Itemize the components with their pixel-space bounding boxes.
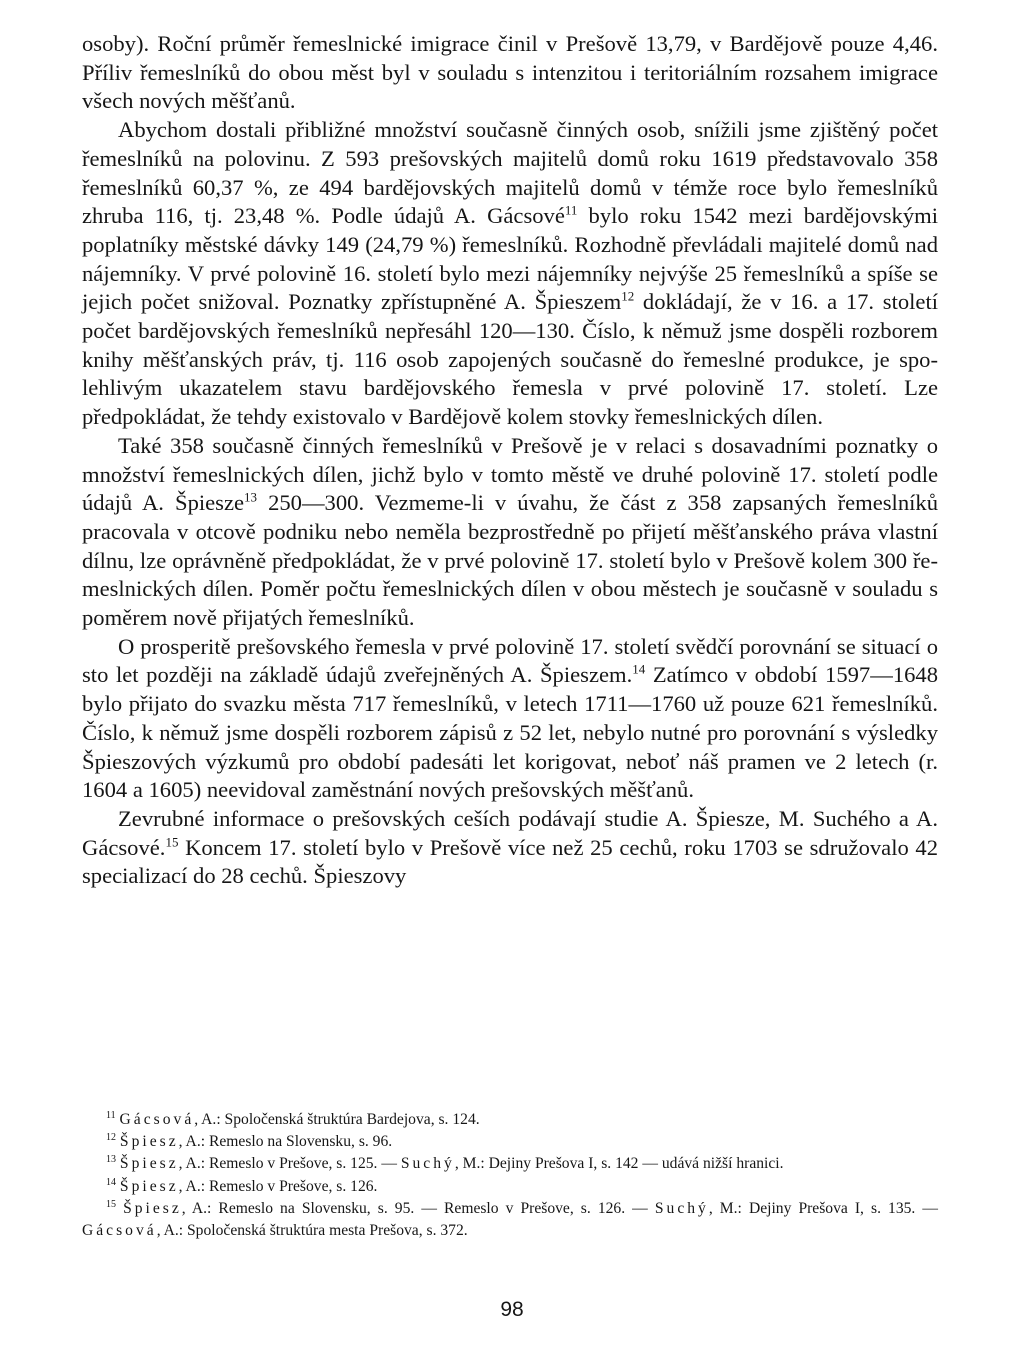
paragraph <box>82 30 938 116</box>
text-run: , A.: Remeslo na Slovensku, s. 96. <box>178 1133 393 1151</box>
footnote <box>82 1109 938 1131</box>
text-run: , A.: Remeslo v Prešove, s. 125. — <box>178 1155 401 1173</box>
footnote <box>82 1198 938 1242</box>
text-run: , M.: Dejiny Prešova I, s. 142 — udává nižší hranici. <box>454 1155 784 1173</box>
footnote-reference: 14 <box>632 661 646 677</box>
paragraph <box>82 432 938 633</box>
text-run: dokládají, že v 16. a 17. století počet bardějovských řemeslníků nepřesáhl 120—130. Číslo, k němuž jsme dospěli rozborem knihy měšťanských práv, tj. 116 osob zapojených současně do řemeslné produkce, je spolehlivým ukazatelem stavu bardějovského řemesla v prvé polovině 17. století. Lze předpokládat, že tehdy existovalo v Bardějově kolem stovky řemeslnických dílen. <box>82 289 939 430</box>
text-run: Abychom dostali přibližné množství současně činných osob, snížili jsme zjištěný počet řemeslníků na polovinu. Z 593 prešovských majitelů domů roku 1619 představovalo 358 řemeslníků 60,37 %, ze 494 bardějovských majitelů domů v témže roce bylo řemeslníků zhruba 116, tj. 23,48 %. Podle údajů A. Gácsové <box>82 117 938 229</box>
author-name: Špiesz <box>119 1133 179 1151</box>
text-run: Zevrubné informace o prešovských ceších podávají studie A. Špiesze, M. Suchého a A. Gácsové. <box>82 805 938 860</box>
author-name: Suchý <box>400 1155 455 1173</box>
footnote-number: 15 <box>106 1198 116 1210</box>
footnote-number: 11 <box>106 1109 116 1121</box>
paragraph <box>82 633 938 805</box>
footnote-number: 14 <box>106 1176 116 1188</box>
footnote <box>82 1176 938 1198</box>
footnotes <box>82 1109 938 1242</box>
author-name: Špiesz <box>119 1155 179 1173</box>
author-name: Suchý <box>654 1199 709 1217</box>
text-run: 250—300. Vezmeme-li v úvahu, že část z 358 zapsaných řemeslníků pracovala v otcově podniku nebo neměla bezprostředně po přijetí měšťanského práva vlastní dílnu, lze oprávněně předpokládat, že v prvé polovině 17. století bylo v Prešově kolem 300 řemeslnických dílen. Poměr počtu řemeslnických dílen v obou městech je současně v souladu s poměrem nově přijatých řemeslníků. <box>82 490 939 631</box>
footnote-number: 12 <box>106 1132 116 1144</box>
author-name: Špiesz <box>123 1199 182 1217</box>
author-name: Špiesz <box>119 1177 179 1195</box>
text-run: , A.: Spoločenská štruktúra Bardejova, s. 124. <box>194 1111 480 1128</box>
footnote-reference: 12 <box>621 288 635 304</box>
text-run: osoby). Roční průměr řemeslnické imigrace činil v Prešově 13,79, v Bardějově pouze 4,46. Příliv řemeslníků do obou měst byl v souladu s intenzitou i teritoriálním rozsahem imigrace všech nových měšťanů. <box>82 31 938 114</box>
author-name: Gácsová <box>82 1222 157 1240</box>
main-text <box>82 30 938 891</box>
text-run: , M.: Dejiny Prešova I, s. 135. — <box>708 1199 938 1217</box>
author-name: Gácsová <box>119 1111 195 1128</box>
paragraph <box>82 116 938 432</box>
footnote <box>82 1153 938 1175</box>
text-run: Koncem 17. století bylo v Prešově více než 25 cechů, roku 1703 se sdružovalo 42 specializací do 28 cechů. Špieszovy <box>82 834 938 889</box>
text-run: bylo roku 1542 mezi bardějovskými poplatníky městské dávky 149 (24,79 %) řemeslníků. Rozhodně převládali majitelé domů nad nájemníky. V prvé polovině 16. století bylo mezi nájemníky nejvýše 25 řemeslníků a spíše se jejich počet snižoval. Poznatky zpřístupněné A. Špieszem <box>82 203 939 315</box>
footnote-reference: 11 <box>564 202 578 218</box>
page-number: 98 <box>500 1298 524 1321</box>
footnote-reference: 15 <box>165 834 179 850</box>
text-run: Zatímco v období 1597—1648 bylo přijato do svazku města 717 řemeslníků, v letech 1711—1760 už pouze 621 řemeslníků. Číslo, k němuž jsme dospěli rozborem zápisů z 52 let, nebylo nutné pro porovnání s výsledky Špieszových výzkumů pro období padesáti let korigovat, neboť náš pramen ve 2 letech (r. 1604 a 1605) neevidoval zaměstnání nových prešovských měšťanů. <box>82 662 939 803</box>
text-run: , A.: Remeslo v Prešove, s. 126. <box>178 1177 378 1195</box>
footnote <box>82 1131 938 1153</box>
footnote-number: 13 <box>106 1154 116 1166</box>
text-run: Také 358 současně činných řemeslníků v Prešově je v relaci s dosavadními poznatky o množství řemeslnických dílen, jichž bylo v tomto městě ve druhé polovině 17. století podle údajů A. Špiesze <box>82 432 938 516</box>
text-run: O prosperitě prešovského řemesla v prvé polovině 17. století svědčí porovnání se situací o sto let později na základě údajů zveřejněných A. Špieszem. <box>82 633 938 688</box>
text-run: , A.: Remeslo na Slovensku, s. 95. — Remeslo v Prešove, s. 126. — <box>181 1199 655 1217</box>
text-run: , A.: Spoločenská štruktúra mesta Prešova, s. 372. <box>156 1222 468 1240</box>
footnote-reference: 13 <box>244 489 258 505</box>
paragraph <box>82 805 938 891</box>
